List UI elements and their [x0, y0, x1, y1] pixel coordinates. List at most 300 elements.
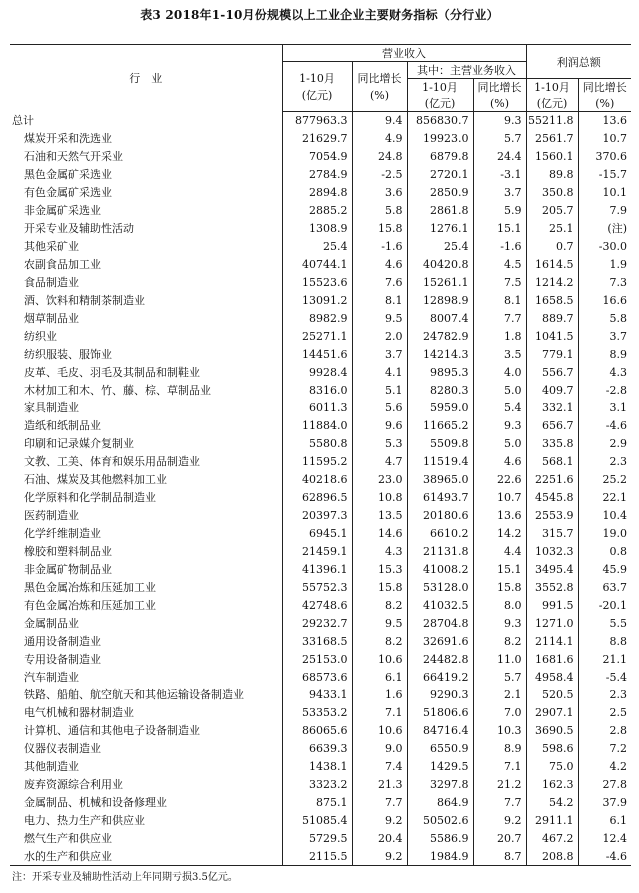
table-body — [10, 112, 631, 866]
profit-growth: 27.8 — [578, 776, 631, 794]
revenue-value: 11884.0 — [282, 417, 352, 435]
main-revenue-value: 1276.1 — [407, 220, 473, 238]
revenue-value: 40218.6 — [282, 471, 352, 489]
profit-value: 0.7 — [526, 238, 578, 256]
revenue-growth: 4.1 — [352, 363, 407, 381]
revenue-value: 9433.1 — [282, 686, 352, 704]
main-revenue-growth: 5.4 — [473, 399, 526, 417]
revenue-value: 86065.6 — [282, 722, 352, 740]
industry-name: 非金属矿采选业 — [24, 204, 101, 218]
main-revenue-value: 61493.7 — [407, 489, 473, 507]
profit-value: 75.0 — [526, 758, 578, 776]
main-revenue-growth: 7.7 — [473, 794, 526, 812]
table-row — [10, 830, 631, 848]
financial-table — [10, 44, 631, 866]
revenue-growth: 4.6 — [352, 256, 407, 274]
industry-name: 纺织服装、服饰业 — [24, 347, 112, 361]
industry-name: 电力、热力生产和供应业 — [24, 814, 145, 828]
profit-value: 2251.6 — [526, 471, 578, 489]
main-revenue-growth: 3.7 — [473, 184, 526, 202]
industry-name: 金属制品、机械和设备修理业 — [24, 796, 167, 810]
main-revenue-value: 19923.0 — [407, 130, 473, 148]
main-revenue-value: 8280.3 — [407, 381, 473, 399]
main-revenue-growth: 5.7 — [473, 668, 526, 686]
revenue-value: 25153.0 — [282, 650, 352, 668]
revenue-value: 6945.1 — [282, 525, 352, 543]
revenue-value: 21459.1 — [282, 543, 352, 561]
profit-growth: 1.9 — [578, 256, 631, 274]
main-revenue-growth: 8.1 — [473, 291, 526, 309]
main-revenue-growth: 7.7 — [473, 309, 526, 327]
main-revenue-growth: 3.5 — [473, 345, 526, 363]
revenue-growth: 5.8 — [352, 202, 407, 220]
profit-value: 779.1 — [526, 345, 578, 363]
profit-growth: -4.6 — [578, 847, 631, 865]
industry-name: 燃气生产和供应业 — [24, 831, 112, 845]
table-row — [10, 417, 631, 435]
main-revenue-growth: 5.7 — [473, 130, 526, 148]
main-revenue-value: 66419.2 — [407, 668, 473, 686]
revenue-value: 25.4 — [282, 238, 352, 256]
footnote: 注：开采专业及辅助性活动上年同期亏损3.5亿元。 — [12, 872, 238, 883]
main-revenue-value: 38965.0 — [407, 471, 473, 489]
main-revenue-growth: 8.7 — [473, 847, 526, 865]
table-title: 表3 2018年1-10月份规模以上工业企业主要财务指标（分行业） — [140, 8, 499, 22]
main-revenue-growth: 22.6 — [473, 471, 526, 489]
table-row — [10, 543, 631, 561]
main-revenue-growth: 15.1 — [473, 560, 526, 578]
main-revenue-value: 6610.2 — [407, 525, 473, 543]
revenue-growth: 24.8 — [352, 148, 407, 166]
profit-growth: 2.8 — [578, 722, 631, 740]
profit-growth: 7.3 — [578, 273, 631, 291]
main-revenue-growth: 4.5 — [473, 256, 526, 274]
header-main-period: 1-10月 — [407, 79, 473, 96]
industry-name: 有色金属冶炼和压延加工业 — [24, 598, 156, 612]
main-revenue-value: 9290.3 — [407, 686, 473, 704]
revenue-value: 29232.7 — [282, 614, 352, 632]
main-revenue-growth: 10.7 — [473, 489, 526, 507]
main-revenue-value: 11519.4 — [407, 453, 473, 471]
header-main-yoy-unit: (%) — [473, 95, 526, 112]
main-revenue-value: 28704.8 — [407, 614, 473, 632]
profit-value: 315.7 — [526, 525, 578, 543]
industry-name: 家具制造业 — [24, 401, 79, 415]
revenue-growth: 21.3 — [352, 776, 407, 794]
profit-value: 89.8 — [526, 166, 578, 184]
revenue-value: 68573.6 — [282, 668, 352, 686]
table-row — [10, 327, 631, 345]
industry-name: 计算机、通信和其他电子设备制造业 — [24, 724, 200, 738]
main-revenue-growth: 14.2 — [473, 525, 526, 543]
industry-name: 煤炭开采和洗选业 — [24, 132, 112, 146]
profit-value: 409.7 — [526, 381, 578, 399]
main-revenue-value: 11665.2 — [407, 417, 473, 435]
revenue-value: 62896.5 — [282, 489, 352, 507]
revenue-growth: 7.7 — [352, 794, 407, 812]
profit-value: 3690.5 — [526, 722, 578, 740]
industry-name: 文教、工美、体育和娱乐用品制造业 — [24, 455, 200, 469]
revenue-growth: 4.7 — [352, 453, 407, 471]
revenue-growth: 5.6 — [352, 399, 407, 417]
revenue-growth: 9.2 — [352, 847, 407, 865]
table-row — [10, 507, 631, 525]
industry-name: 废弃资源综合利用业 — [24, 778, 123, 792]
industry-name: 食品制造业 — [24, 275, 79, 289]
revenue-value: 13091.2 — [282, 291, 352, 309]
main-revenue-growth: 8.0 — [473, 596, 526, 614]
main-revenue-value: 2861.8 — [407, 202, 473, 220]
profit-value: 4545.8 — [526, 489, 578, 507]
main-revenue-value: 24482.8 — [407, 650, 473, 668]
profit-growth: -4.6 — [578, 417, 631, 435]
revenue-value: 2115.5 — [282, 847, 352, 865]
main-revenue-value: 53128.0 — [407, 578, 473, 596]
profit-value: 2911.1 — [526, 812, 578, 830]
industry-name: 专用设备制造业 — [24, 652, 101, 666]
main-revenue-growth: 5.0 — [473, 381, 526, 399]
profit-value: 1041.5 — [526, 327, 578, 345]
profit-value: 2553.9 — [526, 507, 578, 525]
profit-growth: 37.9 — [578, 794, 631, 812]
profit-growth: 25.2 — [578, 471, 631, 489]
table-row — [10, 632, 631, 650]
profit-value: 335.8 — [526, 435, 578, 453]
profit-value: 991.5 — [526, 596, 578, 614]
revenue-growth: 4.9 — [352, 130, 407, 148]
table-row — [10, 256, 631, 274]
revenue-value: 6011.3 — [282, 399, 352, 417]
header-main-yoy: 同比增长 — [473, 79, 526, 96]
header-profit: 利润总额 — [526, 45, 631, 79]
revenue-growth: 8.1 — [352, 291, 407, 309]
profit-value: 556.7 — [526, 363, 578, 381]
table-row — [10, 560, 631, 578]
profit-value: 162.3 — [526, 776, 578, 794]
revenue-value: 42748.6 — [282, 596, 352, 614]
revenue-growth: 7.1 — [352, 704, 407, 722]
revenue-growth: 14.6 — [352, 525, 407, 543]
table-row — [10, 273, 631, 291]
industry-name: 石油和天然气开采业 — [24, 150, 123, 164]
main-revenue-growth: 21.2 — [473, 776, 526, 794]
profit-growth: 0.8 — [578, 543, 631, 561]
main-revenue-growth: 5.0 — [473, 435, 526, 453]
main-revenue-growth: 9.3 — [473, 614, 526, 632]
header-revenue-yoy-unit: (%) — [369, 88, 390, 102]
profit-value: 467.2 — [526, 830, 578, 848]
revenue-growth: 9.6 — [352, 417, 407, 435]
revenue-value: 5580.8 — [282, 435, 352, 453]
industry-name: 有色金属矿采选业 — [24, 186, 112, 200]
profit-value: 54.2 — [526, 794, 578, 812]
main-revenue-value: 32691.6 — [407, 632, 473, 650]
profit-value: 350.8 — [526, 184, 578, 202]
revenue-growth: 1.6 — [352, 686, 407, 704]
table-row — [10, 220, 631, 238]
industry-name: 酒、饮料和精制茶制造业 — [24, 293, 145, 307]
industry-name: 通用设备制造业 — [24, 634, 101, 648]
table-row — [10, 668, 631, 686]
revenue-value: 8316.0 — [282, 381, 352, 399]
revenue-growth: -2.5 — [352, 166, 407, 184]
industry-name: 烟草制品业 — [24, 311, 79, 325]
revenue-value: 2894.8 — [282, 184, 352, 202]
revenue-growth: 15.8 — [352, 578, 407, 596]
profit-value: 2907.1 — [526, 704, 578, 722]
industry-name: 橡胶和塑料制品业 — [24, 544, 112, 558]
table-row — [10, 202, 631, 220]
header-revenue-period: 1-10月 — [299, 71, 335, 85]
main-revenue-value: 864.9 — [407, 794, 473, 812]
profit-value: 1614.5 — [526, 256, 578, 274]
main-revenue-value: 5959.0 — [407, 399, 473, 417]
revenue-value: 5729.5 — [282, 830, 352, 848]
main-revenue-growth: 9.3 — [473, 112, 526, 130]
table-row — [10, 489, 631, 507]
table-row — [10, 794, 631, 812]
profit-value: 656.7 — [526, 417, 578, 435]
profit-growth: 10.7 — [578, 130, 631, 148]
revenue-value: 2784.9 — [282, 166, 352, 184]
revenue-value: 55752.3 — [282, 578, 352, 596]
main-revenue-growth: 24.4 — [473, 148, 526, 166]
main-revenue-growth: 13.6 — [473, 507, 526, 525]
main-revenue-value: 856830.7 — [407, 112, 473, 130]
profit-value: 205.7 — [526, 202, 578, 220]
table-row — [10, 704, 631, 722]
revenue-value: 875.1 — [282, 794, 352, 812]
industry-name: 印刷和记录媒介复制业 — [24, 437, 134, 451]
profit-growth: 3.7 — [578, 327, 631, 345]
profit-growth: 19.0 — [578, 525, 631, 543]
profit-growth: 5.8 — [578, 309, 631, 327]
main-revenue-growth: 8.9 — [473, 740, 526, 758]
main-revenue-growth: 2.1 — [473, 686, 526, 704]
main-revenue-value: 5586.9 — [407, 830, 473, 848]
profit-value: 2114.1 — [526, 632, 578, 650]
table-row — [10, 148, 631, 166]
industry-name: 皮革、毛皮、羽毛及其制品和制鞋业 — [24, 365, 200, 379]
profit-growth: 6.1 — [578, 812, 631, 830]
revenue-value: 1438.1 — [282, 758, 352, 776]
profit-growth: -15.7 — [578, 166, 631, 184]
table-row — [10, 184, 631, 202]
industry-name: 农副食品加工业 — [24, 257, 101, 271]
main-revenue-growth: 15.1 — [473, 220, 526, 238]
industry-name: 非金属矿物制品业 — [24, 562, 112, 576]
main-revenue-value: 51806.6 — [407, 704, 473, 722]
profit-growth: (注) — [578, 220, 631, 238]
profit-growth: 2.3 — [578, 686, 631, 704]
table-row — [10, 650, 631, 668]
total-row — [10, 112, 631, 130]
industry-name: 化学原料和化学制品制造业 — [24, 491, 156, 505]
revenue-value: 6639.3 — [282, 740, 352, 758]
table-row — [10, 722, 631, 740]
main-revenue-value: 12898.9 — [407, 291, 473, 309]
main-revenue-value: 1429.5 — [407, 758, 473, 776]
main-revenue-growth: 4.0 — [473, 363, 526, 381]
revenue-value: 15523.6 — [282, 273, 352, 291]
profit-growth: 2.3 — [578, 453, 631, 471]
header-revenue-unit: (亿元) — [301, 88, 333, 102]
revenue-growth: 10.6 — [352, 722, 407, 740]
revenue-value: 20397.3 — [282, 507, 352, 525]
revenue-growth: 15.8 — [352, 220, 407, 238]
industry-name: 总计 — [12, 114, 34, 128]
table-row — [10, 525, 631, 543]
profit-value: 520.5 — [526, 686, 578, 704]
revenue-growth: 23.0 — [352, 471, 407, 489]
main-revenue-value: 6550.9 — [407, 740, 473, 758]
revenue-growth: 5.3 — [352, 435, 407, 453]
revenue-value: 3323.2 — [282, 776, 352, 794]
revenue-growth: 4.3 — [352, 543, 407, 561]
profit-value: 1032.3 — [526, 543, 578, 561]
revenue-value: 41396.1 — [282, 560, 352, 578]
industry-name: 化学纤维制造业 — [24, 527, 101, 541]
main-revenue-value: 15261.1 — [407, 273, 473, 291]
main-revenue-value: 14214.3 — [407, 345, 473, 363]
revenue-growth: 20.4 — [352, 830, 407, 848]
main-revenue-value: 41032.5 — [407, 596, 473, 614]
industry-name: 石油、煤炭及其他燃料加工业 — [24, 473, 167, 487]
main-revenue-value: 5509.8 — [407, 435, 473, 453]
industry-name: 水的生产和供应业 — [24, 849, 112, 863]
main-revenue-growth: 20.7 — [473, 830, 526, 848]
industry-name: 汽车制造业 — [24, 670, 79, 684]
profit-value: 25.1 — [526, 220, 578, 238]
industry-name: 仪器仪表制造业 — [24, 742, 101, 756]
main-revenue-value: 1984.9 — [407, 847, 473, 865]
header-profit-period: 1-10月 — [526, 79, 578, 96]
table-row — [10, 847, 631, 865]
profit-value: 332.1 — [526, 399, 578, 417]
header-profit-yoy: 同比增长 — [578, 79, 631, 96]
header-main-unit: (亿元) — [407, 95, 473, 112]
profit-value: 55211.8 — [526, 112, 578, 130]
main-revenue-growth: 4.6 — [473, 453, 526, 471]
profit-value: 598.6 — [526, 740, 578, 758]
industry-name: 黑色金属冶炼和压延加工业 — [24, 580, 156, 594]
revenue-growth: 3.6 — [352, 184, 407, 202]
table-row — [10, 166, 631, 184]
revenue-growth: 7.4 — [352, 758, 407, 776]
profit-growth: 13.6 — [578, 112, 631, 130]
revenue-growth: 9.2 — [352, 812, 407, 830]
profit-value: 2561.7 — [526, 130, 578, 148]
header-industry: 行 业 — [129, 72, 163, 86]
profit-value: 568.1 — [526, 453, 578, 471]
profit-growth: 63.7 — [578, 578, 631, 596]
main-revenue-growth: 5.9 — [473, 202, 526, 220]
revenue-value: 33168.5 — [282, 632, 352, 650]
main-revenue-value: 6879.8 — [407, 148, 473, 166]
table-row — [10, 381, 631, 399]
main-revenue-growth: 1.8 — [473, 327, 526, 345]
profit-growth: -2.8 — [578, 381, 631, 399]
profit-value: 889.7 — [526, 309, 578, 327]
revenue-value: 21629.7 — [282, 130, 352, 148]
profit-growth: 8.8 — [578, 632, 631, 650]
profit-growth: 10.1 — [578, 184, 631, 202]
profit-growth: 12.4 — [578, 830, 631, 848]
main-revenue-growth: 10.3 — [473, 722, 526, 740]
main-revenue-value: 2850.9 — [407, 184, 473, 202]
profit-value: 3495.4 — [526, 560, 578, 578]
main-revenue-value: 21131.8 — [407, 543, 473, 561]
profit-value: 1681.6 — [526, 650, 578, 668]
main-revenue-value: 50502.6 — [407, 812, 473, 830]
table-row — [10, 740, 631, 758]
industry-name: 金属制品业 — [24, 616, 79, 630]
table-row — [10, 363, 631, 381]
profit-growth: 7.9 — [578, 202, 631, 220]
main-revenue-growth: 9.2 — [473, 812, 526, 830]
revenue-value: 11595.2 — [282, 453, 352, 471]
revenue-growth: 10.8 — [352, 489, 407, 507]
table-row — [10, 453, 631, 471]
revenue-value: 40744.1 — [282, 256, 352, 274]
main-revenue-growth: 4.4 — [473, 543, 526, 561]
profit-value: 1560.1 — [526, 148, 578, 166]
revenue-value: 14451.6 — [282, 345, 352, 363]
profit-growth: 3.1 — [578, 399, 631, 417]
revenue-growth: 8.2 — [352, 632, 407, 650]
table-row — [10, 291, 631, 309]
table-row — [10, 812, 631, 830]
profit-value: 1658.5 — [526, 291, 578, 309]
main-revenue-growth: 11.0 — [473, 650, 526, 668]
profit-value: 3552.8 — [526, 578, 578, 596]
profit-growth: 370.6 — [578, 148, 631, 166]
table-row — [10, 399, 631, 417]
revenue-value: 9928.4 — [282, 363, 352, 381]
profit-growth: -5.4 — [578, 668, 631, 686]
revenue-growth: 2.0 — [352, 327, 407, 345]
profit-growth: 21.1 — [578, 650, 631, 668]
profit-growth: 7.2 — [578, 740, 631, 758]
profit-growth: -20.1 — [578, 596, 631, 614]
industry-name: 黑色金属矿采选业 — [24, 168, 112, 182]
revenue-value: 2885.2 — [282, 202, 352, 220]
table-row — [10, 614, 631, 632]
revenue-growth: 8.2 — [352, 596, 407, 614]
profit-growth: 4.2 — [578, 758, 631, 776]
profit-value: 1271.0 — [526, 614, 578, 632]
main-revenue-growth: 7.0 — [473, 704, 526, 722]
revenue-value: 53353.2 — [282, 704, 352, 722]
profit-growth: 22.1 — [578, 489, 631, 507]
main-revenue-growth: 9.3 — [473, 417, 526, 435]
main-revenue-value: 9895.3 — [407, 363, 473, 381]
industry-name: 其他采矿业 — [24, 240, 79, 254]
table-row — [10, 578, 631, 596]
revenue-growth: -1.6 — [352, 238, 407, 256]
table-row — [10, 471, 631, 489]
profit-value: 4958.4 — [526, 668, 578, 686]
header-revenue-yoy: 同比增长 — [357, 71, 402, 85]
revenue-growth: 9.5 — [352, 614, 407, 632]
profit-growth: -30.0 — [578, 238, 631, 256]
profit-growth: 45.9 — [578, 560, 631, 578]
industry-name: 纺织业 — [24, 329, 57, 343]
revenue-value: 7054.9 — [282, 148, 352, 166]
main-revenue-growth: -1.6 — [473, 238, 526, 256]
header-profit-unit: (亿元) — [526, 95, 578, 112]
main-revenue-value: 3297.8 — [407, 776, 473, 794]
